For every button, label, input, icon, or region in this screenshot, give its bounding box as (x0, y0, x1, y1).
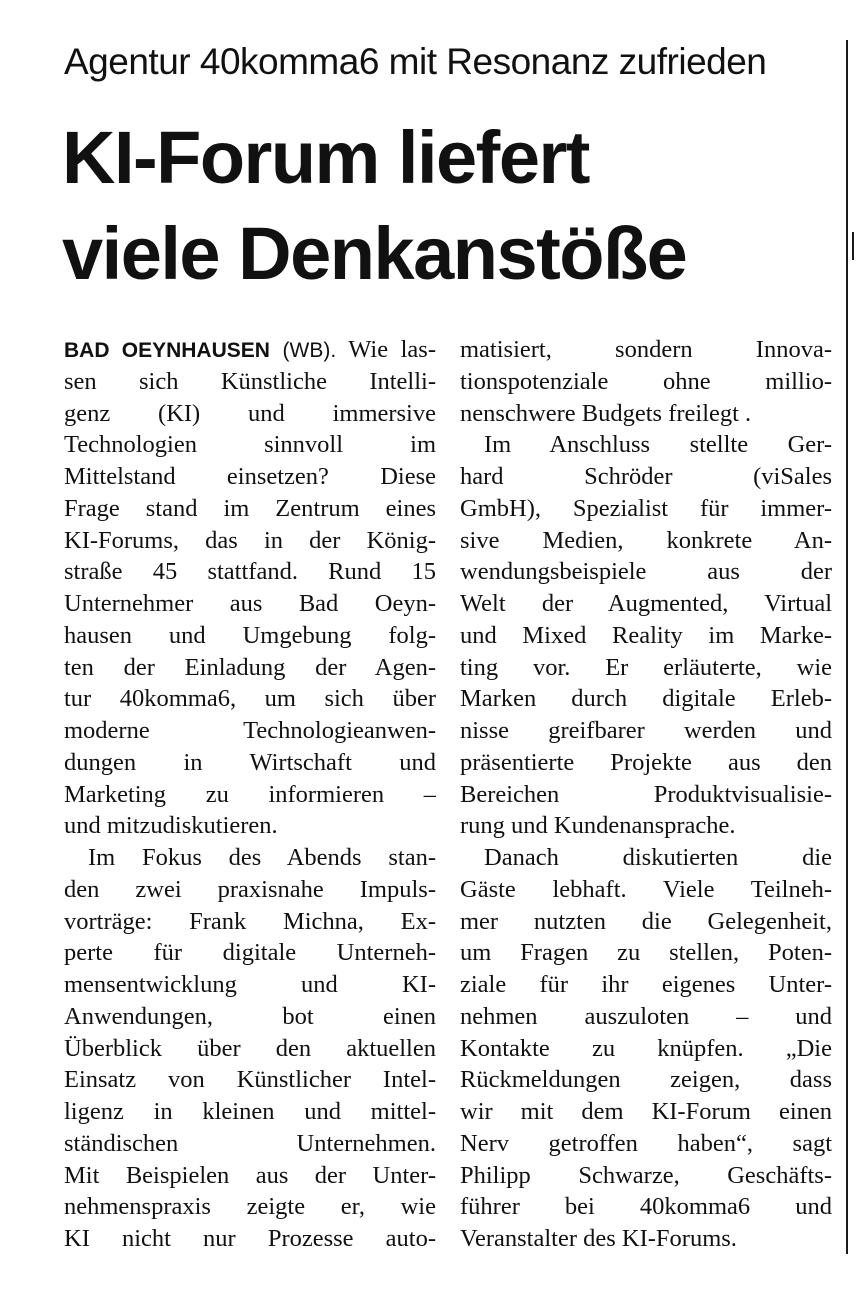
text-line: moderne Technologieanwen- (64, 717, 436, 744)
text-line: Bereichen Produktvisualisie- (460, 780, 832, 808)
text-line: ziale für ihr eigenes Unter- (460, 971, 832, 998)
text-line: tur 40komma6, um sich über (64, 685, 436, 713)
text-line: Im Anschluss stellte Ger- (484, 431, 832, 459)
text-line: Anwendungen, bot einen (64, 1002, 436, 1030)
article-kicker: Agentur 40komma6 mit Resonanz zufrieden (64, 41, 767, 82)
text-line: wendungsbeispiele aus der (460, 558, 832, 586)
headline-line-2: viele Denkanstöße (62, 212, 687, 295)
text-line: Mit Beispielen aus der Unter- (64, 1161, 436, 1189)
text-line: hard Schröder (viSales (460, 463, 832, 490)
article-column-left (64, 334, 436, 1255)
text-line: ten der Einladung der Agen- (64, 653, 436, 681)
text-line: nehmen auszuloten – und (460, 1002, 832, 1030)
text-line (64, 334, 436, 366)
text-line: hausen und Umgebung folg- (64, 621, 436, 649)
text-line: Welt der Augmented, Virtual (460, 590, 832, 617)
text-line: und mitzudiskutieren. (64, 812, 278, 840)
text-line: um Fragen zu stellen, Poten- (460, 939, 832, 967)
text-line: führer bei 40komma6 und (460, 1193, 832, 1221)
text-line: Unternehmer aus Bad Oeyn- (64, 590, 436, 617)
headline-line-1: KI-Forum liefert (62, 116, 589, 199)
text-line: präsentierte Projekte aus den (460, 748, 832, 776)
dateline: BAD OEYNHAUSEN (64, 339, 270, 362)
text-line: tionspotenziale ohne millio- (460, 367, 832, 395)
text-line: nisse greifbarer werden und (460, 717, 832, 744)
text-line: Marken durch digitale Erleb- (460, 685, 832, 713)
text-line: matisiert, sondern Innova- (460, 336, 832, 363)
text-line: sen sich Künstliche Intelli- (64, 367, 436, 395)
text-line: Überblick über den aktuellen (64, 1034, 436, 1062)
text-line: Nerv getroffen haben“, sagt (460, 1129, 832, 1157)
text-line: Veranstalter des KI-Forums. (460, 1225, 737, 1252)
text-line: GmbH), Spezialist für immer- (460, 494, 832, 522)
text-line: nenschwere Budgets freilegt . (460, 399, 752, 427)
article-headline (62, 110, 832, 302)
text-line: rung und Kundenansprache. (460, 812, 736, 840)
text-line: wir mit dem KI-Forum einen (460, 1098, 832, 1125)
text-line: Philipp Schwarze, Geschäfts- (460, 1161, 832, 1189)
text-line: Kontakte zu knüpfen. „Die (460, 1034, 832, 1062)
text-line: Einsatz von Künstlicher Intel- (64, 1066, 436, 1094)
column-rule (846, 40, 848, 1254)
text-line: nehmenspraxis zeigte er, wie (64, 1193, 436, 1221)
text-line: Technologien sinnvoll im (64, 431, 436, 459)
text-line: den zwei praxisnahe Impuls- (64, 875, 436, 903)
text-line: KI nicht nur Prozesse auto- (64, 1225, 436, 1252)
text-line: straße 45 stattfand. Rund 15 (64, 558, 436, 586)
text-line: ligenz in kleinen und mittel- (64, 1098, 436, 1125)
text-line: und Mixed Reality im Marke- (460, 621, 832, 649)
text-line: Gäste lebhaft. Viele Teilneh- (460, 875, 832, 903)
text-line: KI-Forums, das in der König- (64, 526, 436, 554)
agency-tag: (WB). (282, 339, 337, 362)
column-rule-stub (852, 232, 854, 260)
text-line: ting vor. Er erläuterte, wie (460, 653, 832, 681)
text-line: genz (KI) und immersive (64, 399, 436, 427)
text-line: vorträge: Frank Michna, Ex- (64, 907, 436, 935)
text-line: sive Medien, konkrete An- (460, 526, 832, 554)
text-line: Rückmeldungen zeigen, dass (460, 1066, 832, 1094)
text-line: ständischen Unternehmen. (64, 1129, 436, 1157)
text-line: dungen in Wirtschaft und (64, 748, 436, 776)
text-line: mensentwicklung und KI- (64, 971, 436, 998)
text-line: perte für digitale Unterneh- (64, 939, 436, 967)
text-line: Mittelstand einsetzen? Diese (64, 463, 436, 490)
text-line: Frage stand im Zentrum eines (64, 494, 436, 522)
text-fragment: Wie las- (336, 336, 436, 363)
text-line: Danach diskutierten die (484, 844, 832, 871)
text-line: Marketing zu informieren – (64, 780, 436, 808)
text-line: Im Fokus des Abends stan- (88, 844, 436, 871)
text-line: mer nutzten die Gelegenheit, (460, 907, 832, 935)
article-column-right (460, 334, 832, 1255)
